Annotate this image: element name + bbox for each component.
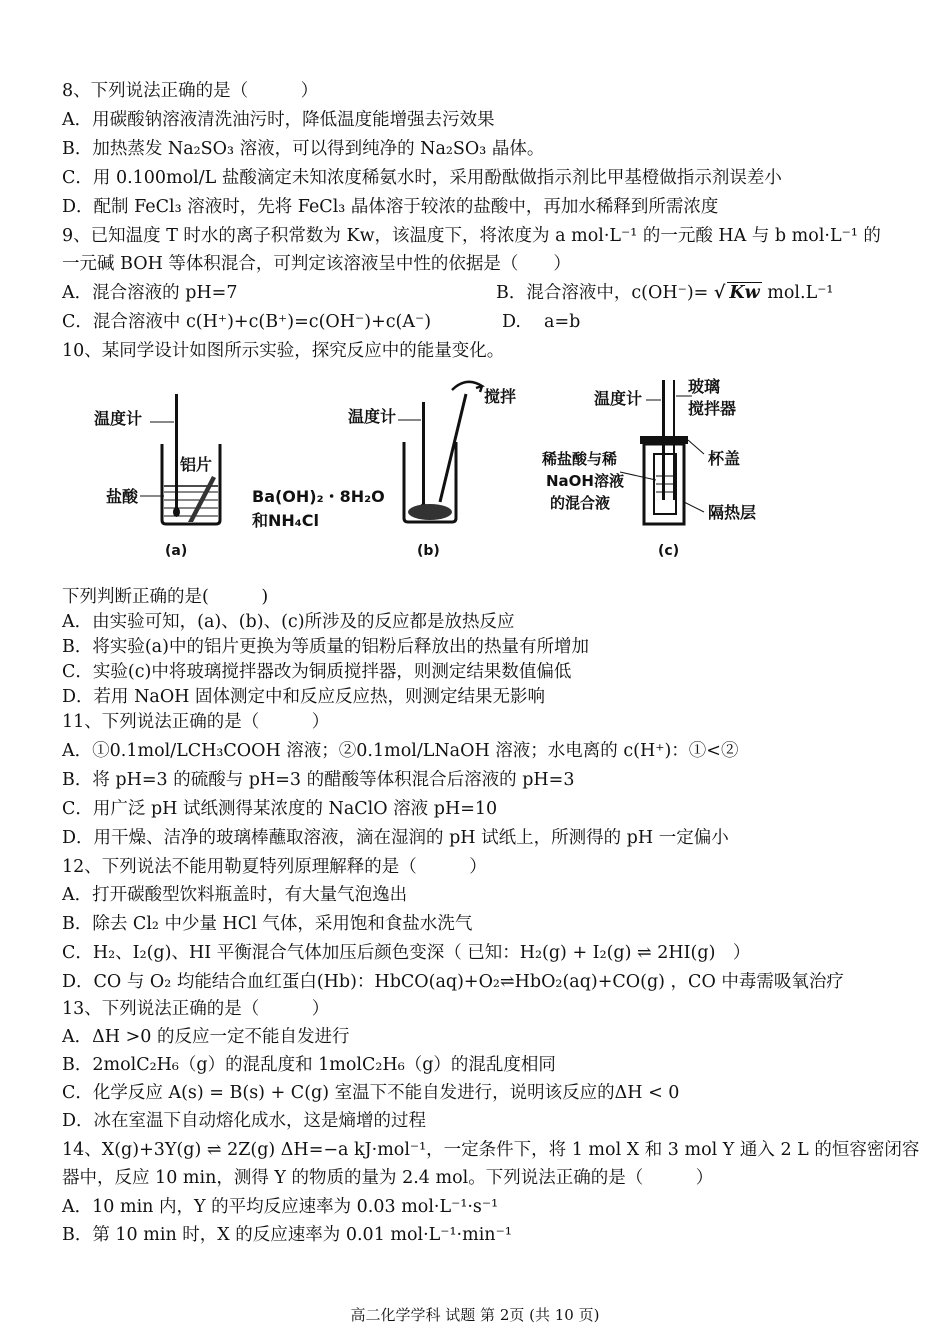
q9-option-a: A．混合溶液的 pH=7 <box>62 283 238 303</box>
fig-a-acid-label: 盐酸 <box>106 487 139 506</box>
q11-stem: 11、下列说法正确的是（ ） <box>62 712 330 732</box>
solid-reagent-icon <box>408 504 452 520</box>
fig-b-caption: (b) <box>417 543 440 559</box>
fig-b-reagent-line2: 和NH₄Cl <box>252 511 320 530</box>
figure-a <box>94 394 220 559</box>
fig-c-thermometer-label: 温度计 <box>594 389 643 408</box>
q9-stem-line2: 一元碱 BOH 等体积混合，可判定该溶液呈中性的依据是（ ） <box>62 254 571 274</box>
q13-option-d: D．冰在室温下自动熔化成水，这是熵增的过程 <box>62 1111 427 1131</box>
q12-option-b: B．除去 Cl₂ 中少量 HCl 气体，采用饱和食盐水洗气 <box>62 914 473 934</box>
stir-arrow-icon <box>452 382 482 392</box>
q13-option-b: B．2molC₂H₆（g）的混乱度和 1molC₂H₆（g）的混乱度相同 <box>62 1055 556 1075</box>
fig-c-mix-line1: 稀盐酸与稀 <box>542 450 618 468</box>
aluminium-foil-icon <box>188 476 216 522</box>
q8-option-d: D．配制 FeCl₃ 溶液时，先将 FeCl₃ 晶体溶于较浓的盐酸中，再加水稀释到所需浓度 <box>62 197 719 217</box>
figure-c <box>541 377 756 559</box>
experiment-figure <box>80 372 800 572</box>
figure-b <box>252 382 516 559</box>
q9-stem-line1: 9、已知温度 T 时水的离子积常数为 Kw，该温度下，将浓度为 a mol·L⁻¹ 的一元酸 HA 与 b mol·L⁻¹ 的 <box>62 226 881 246</box>
q9-option-c: C．混合溶液中 c(H⁺)+c(B⁺)=c(OH⁻)+c(A⁻) <box>62 312 432 332</box>
q8-stem: 8、下列说法正确的是（ ） <box>62 81 319 101</box>
fig-a-foil-label: 铝片 <box>180 455 213 474</box>
q10-stem: 10、某同学设计如图所示实验，探究反应中的能量变化。 <box>62 341 505 361</box>
q10-option-a: A．由实验可知，(a)、(b)、(c)所涉及的反应都是放热反应 <box>62 612 515 632</box>
thermometer-icon <box>175 394 178 514</box>
q12-option-a: A．打开碳酸型饮料瓶盖时，有大量气泡逸出 <box>62 885 408 905</box>
fig-b-thermometer-label: 温度计 <box>348 407 397 426</box>
q12-option-c: C．H₂、I₂(g)、HI 平衡混合气体加压后颜色变深（ 已知：H₂(g) + I₂(g) ⇌ 2HI(g) ） <box>62 943 751 963</box>
page-footer: 高二化学学科 试题 第 2页 (共 10 页) <box>350 1306 600 1324</box>
fig-c-stirrer-line2: 搅拌器 <box>688 399 737 418</box>
q11-option-b: B．将 pH=3 的硫酸与 pH=3 的醋酸等体积混合后溶液的 pH=3 <box>62 770 575 790</box>
q14-option-b: B．第 10 min 时，X 的反应速率为 0.01 mol·L⁻¹·min⁻¹ <box>62 1225 512 1245</box>
q13-stem: 13、下列说法正确的是（ ） <box>62 999 330 1019</box>
q9-option-b-unit: mol.L⁻¹ <box>767 283 834 303</box>
sqrt-icon: √ <box>713 283 726 303</box>
fig-b-stir-label: 搅拌 <box>484 387 517 406</box>
q11-option-c: C．用广泛 pH 试纸测得某浓度的 NaClO 溶液 pH=10 <box>62 799 498 819</box>
q9-option-b <box>496 281 833 305</box>
fig-c-mix-line2: NaOH溶液 <box>546 472 624 490</box>
q10-judge: 下列判断正确的是( ) <box>62 587 269 607</box>
q14-stem-line1: 14、X(g)+3Y(g) ⇌ 2Z(g) ΔH=−a kJ·mol⁻¹，一定条件下，将 1 mol X 和 3 mol Y 通入 2 L 的恒容密闭容 <box>62 1140 920 1160</box>
q8-option-b: B．加热蒸发 Na₂SO₃ 溶液，可以得到纯净的 Na₂SO₃ 晶体。 <box>62 139 545 159</box>
q14-option-a: A．10 min 内，Y 的平均反应速率为 0.03 mol·L⁻¹·s⁻¹ <box>62 1197 499 1217</box>
q9-option-d: D. a=b <box>502 312 581 332</box>
thermometer-icon <box>662 380 665 500</box>
q14-stem-line2: 器中，反应 10 min，测得 Y 的物质的量为 2.4 mol。下列说法正确的是（ ） <box>62 1168 714 1188</box>
q10-option-c: C．实验(c)中将玻璃搅拌器改为铜质搅拌器，则测定结果数值偏低 <box>62 662 572 682</box>
fig-c-lid-label: 杯盖 <box>708 449 741 468</box>
fig-c-caption: (c) <box>658 543 680 559</box>
q13-option-c: C．化学反应 A(s) = B(s) + C(g) 室温下不能自发进行，说明该反应的ΔH < 0 <box>62 1083 680 1103</box>
fig-c-mix-line3: 的混合液 <box>550 494 611 512</box>
q10-option-b: B．将实验(a)中的铝片更换为等质量的铝粉后释放出的热量有所增加 <box>62 637 589 657</box>
q12-option-d: D．CO 与 O₂ 均能结合血红蛋白(Hb)：HbCO(aq)+O₂⇌HbO₂(aq)+CO(g) ，CO 中毒需吸氧治疗 <box>62 972 844 992</box>
q13-option-a: A．ΔH >0 的反应一定不能自发进行 <box>62 1027 350 1047</box>
q8-option-a: A．用碳酸钠溶液清洗油污时，降低温度能增强去污效果 <box>62 110 495 130</box>
fig-c-insulation-label: 隔热层 <box>708 503 757 522</box>
fig-a-caption: (a) <box>165 543 188 559</box>
q8-option-c: C．用 0.100mol/L 盐酸滴定未知浓度稀氨水时，采用酚酞做指示剂比甲基橙做指示剂误差小 <box>62 168 782 188</box>
q9-option-b-prefix: B．混合溶液中，c(OH⁻)= <box>496 283 709 303</box>
fig-a-thermometer-label: 温度计 <box>94 409 143 428</box>
q9-option-b-root: Kw <box>729 283 760 303</box>
q12-stem: 12、下列说法不能用勒夏特列原理解释的是（ ） <box>62 857 487 877</box>
q11-option-a: A．①0.1mol/LCH₃COOH 溶液；②0.1mol/LNaOH 溶液；水电离的 c(H⁺)：①<② <box>62 741 739 761</box>
fig-c-stirrer-line1: 玻璃 <box>688 377 721 396</box>
q11-option-d: D．用干燥、洁净的玻璃棒蘸取溶液，滴在湿润的 pH 试纸上，所测得的 pH 一定偏小 <box>62 828 729 848</box>
stirring-rod-icon <box>440 394 466 502</box>
fig-b-reagent-line1: Ba(OH)₂・8H₂O <box>252 487 385 506</box>
q10-option-d: D．若用 NaOH 固体测定中和反应反应热，则测定结果无影响 <box>62 687 546 707</box>
thermometer-icon <box>422 402 425 510</box>
